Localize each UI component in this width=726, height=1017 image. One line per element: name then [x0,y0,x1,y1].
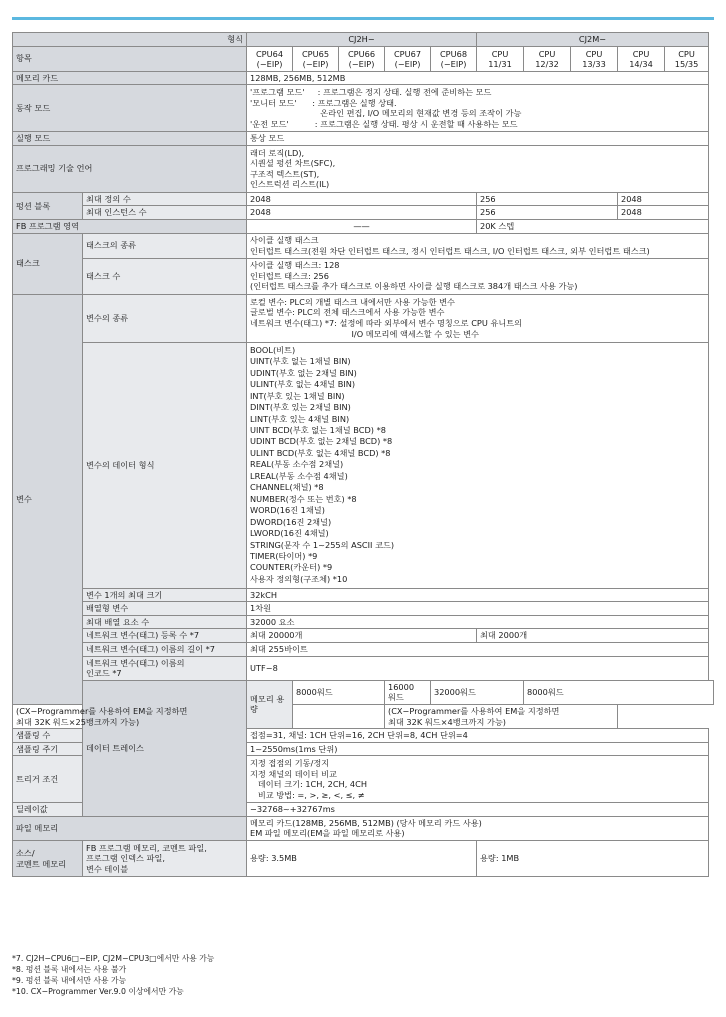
header-row-1 [13,33,714,47]
row-memory-card [13,71,714,85]
row-label: 네트워크 변수(태그) 등록 수 *7 [83,629,247,643]
cell: (CX−Programmer를 사용하여 EM을 지정하면 최대 32K 워드×25뱅크까지 가능) [13,704,385,728]
cell: 2048 [618,206,709,220]
row-var-array [13,602,714,616]
cell: 용량: 1MB [477,841,709,877]
cell: 8000워드 [293,680,385,704]
row-label: 네트워크 변수(태그) 이름의 인코드 *7 [83,656,247,680]
row-label: FB 프로그램 메모리, 코멘트 파일, 프로그램 인덱스 파일, 변수 테이블 [83,841,247,877]
row-value: 사이클 실행 태스크: 128 인터럽트 태스크: 256 (인터럽트 태스크를 추가 태스크로 이용하면 사이클 실행 태스크로 384개 태스크 사용 가능) [247,258,709,294]
cell: (CX−Programmer를 사용하여 EM을 지정하면 최대 32K 워드×4뱅크까지 가능) [385,704,618,728]
row-value: 로컬 변수: PLC의 개별 태스크 내에서만 사용 가능한 변수 글로벌 변수: PLC의 전체 태스크에서 사용 가능한 변수 네트워크 변수(태그) *7: 설정에 따라 외부에서 변수 명칭으로 CPU 유니트의 I/O 메모리에 액세스할 수 있는 변수 [247,294,709,342]
row-label: 샘플링 주기 [13,742,83,756]
cpu-col: CPU 15/35 [665,46,709,71]
cell: 16000 워드 [385,680,431,704]
row-label: 변수의 데이터 형식 [83,342,247,588]
cell: 8000워드 [524,680,714,704]
row-label: 실행 모드 [13,132,247,146]
cell: 최대 2000개 [477,629,709,643]
cpu-col: CPU65 (−EIP) [293,46,339,71]
group-label: 펑션 블록 [13,192,83,219]
footnote: *8. 펑션 블록 내에서는 사용 불가 [12,965,127,974]
cpu-col: CPU 12/32 [524,46,571,71]
group-label: 소스/ 코멘트 메모리 [13,841,83,877]
row-label: 태스크의 종류 [83,233,247,258]
row-task-count [13,258,714,294]
row-programming-language [13,145,714,192]
cell: 2048 [247,192,477,206]
row-label: 태스크 수 [83,258,247,294]
cpu-col: CPU 13/33 [571,46,618,71]
row-value: 메모리 카드(128MB, 256MB, 512MB) (당사 메모리 카드 사용) EM 파일 메모리(EM을 파일 메모리로 사용) [247,816,709,840]
cpu-col: CPU 11/31 [477,46,524,71]
row-label: 딜레이값 [13,803,83,817]
cpu-col: CPU 14/34 [618,46,665,71]
group-label: 데이터 트레이스 [83,680,247,816]
row-label: 최대 정의 수 [83,192,247,206]
row-value: 통상 모드 [247,132,709,146]
row-var-nettagenc [13,656,714,680]
row-trace-mem-note [13,704,714,728]
footnote: *10. CX−Programmer Ver.9.0 이상에서만 가능 [12,987,184,996]
footnotes [12,953,714,997]
row-value: 접점=31, 채널: 1CH 단위=16, 2CH 단위=8, 4CH 단위=4 [247,729,709,743]
row-value: 32kCH [247,588,709,602]
group-label: 태스크 [13,233,83,294]
format-label: 형식 [13,33,247,47]
row-var-maxsize [13,588,714,602]
row-label: 프로그래밍 기술 언어 [13,145,247,192]
cpu-col: CPU64 (−EIP) [247,46,293,71]
row-fb-max-def [13,192,714,206]
cell: 256 [477,206,618,220]
cj2h-header: CJ2H− [247,33,477,47]
cj2m-header: CJ2M− [477,33,709,47]
row-var-maxarray [13,615,714,629]
row-value: −32768~+32767ms [247,803,709,817]
row-value: 최대 255바이트 [247,642,709,656]
cell: 2048 [247,206,477,220]
row-fb-max-inst [13,206,714,220]
row-var-nettaglen [13,642,714,656]
footnote: *9. 펑션 블록 내에서만 사용 가능 [12,976,127,985]
row-var-types [13,294,714,342]
row-label: 최대 배열 요소 수 [83,615,247,629]
row-label: 동작 모드 [13,85,247,132]
row-value: 1차원 [247,602,709,616]
top-accent-line [12,17,714,20]
row-label: 메모리 용량 [247,680,293,728]
group-label: 변수 [13,294,83,704]
cell: 2048 [618,192,709,206]
spec-table [12,32,714,877]
row-label: 변수의 종류 [83,294,247,342]
row-value: 1~2550ms(1ms 단위) [247,742,709,756]
row-value: 32000 요소 [247,615,709,629]
row-value: 래더 로직(LD), 시퀀셜 펑션 차트(SFC), 구조적 텍스트(ST), 인스트럭션 리스트(IL) [247,145,709,192]
cell: 256 [477,192,618,206]
row-value: 지정 접점의 기동/정지 지정 채널의 데이터 비교 데이터 크기: 1CH, 2CH, 4CH 비교 방법: =, >, ≥, <, ≤, ≠ [247,756,709,803]
row-operation-mode [13,85,714,132]
row-var-nettag [13,629,714,643]
item-label: 항목 [13,46,247,71]
row-task-types [13,233,714,258]
row-label: 배열형 변수 [83,602,247,616]
cell: 용량: 3.5MB [247,841,477,877]
row-fb-area [13,219,714,233]
row-exec-mode [13,132,714,146]
cell: 32000워드 [431,680,524,704]
row-label: 메모리 카드 [13,71,247,85]
row-label: 트리거 조건 [13,756,83,803]
cpu-col: CPU68 (−EIP) [431,46,477,71]
row-label: FB 프로그램 영역 [13,219,247,233]
cell: 20K 스텝 [477,219,709,233]
row-label: 샘플링 수 [13,729,83,743]
row-value: 128MB, 256MB, 512MB [247,71,709,85]
row-value: UTF−8 [247,656,709,680]
cell: —— [247,219,477,233]
row-label: 네트워크 변수(태그) 이름의 길이 *7 [83,642,247,656]
footnote: *7. CJ2H−CPU6□−EIP, CJ2M−CPU3□에서만 사용 가능 [12,954,215,963]
row-label: 파일 메모리 [13,816,247,840]
row-value: '프로그램 모드' : 프로그램은 정지 상태. 실행 전에 준비하는 모드 '모니터 모드' : 프로그램은 실행 상태. 온라인 편집, I/O 메모리의 현재값 변경 등의 조작이 가능 '운전 모드' : 프로그램은 실행 상태. 평상 시 운전할 때 사용하는 모드 [247,85,709,132]
header-row-2 [13,46,714,71]
row-value: BOOL(비트) UINT(부호 없는 1채널 BIN) UDINT(부호 없는 2채널 BIN) ULINT(부호 없는 4채널 BIN) INT(부호 있는 1채널 BIN) DINT(부호 있는 2채널 BIN) LINT(부호 있는 4채널 BIN) UINT BCD(부호 없는 1채널 BCD) *8 UDINT BCD(부호 없는 2채널 BCD) *8 ULINT BCD(부호 없는 4채널 BCD) *8 REAL(부동 소수점 2채널) LREAL(부동 소수점 4채널) CHANNEL(채널) *8 NUMBER(정수 또는 번호) *8 WORD(16진 1채널) DWORD(16진 2채널) LWORD(16진 4채널) STRING(문자 수 1~255의 ASCII 코드) TIMER(타이머) *9 COUNTER(카운터) *9 사용자 정의형(구조체) *10 [247,342,709,588]
row-value: 사이클 실행 태스크 인터럽트 태스크(전원 차단 인터럽트 태스크, 정시 인터럽트 태스크, I/O 인터럽트 태스크, 외부 인터럽트 태스크) [247,233,709,258]
row-trace-mem [13,680,714,704]
row-source-memory [13,841,714,877]
cpu-col: CPU66 (−EIP) [339,46,385,71]
cpu-col: CPU67 (−EIP) [385,46,431,71]
row-label: 변수 1개의 최대 크기 [83,588,247,602]
row-label: 최대 인스턴스 수 [83,206,247,220]
row-file-memory [13,816,714,840]
cell: 최대 20000개 [247,629,477,643]
row-var-datatypes [13,342,714,588]
